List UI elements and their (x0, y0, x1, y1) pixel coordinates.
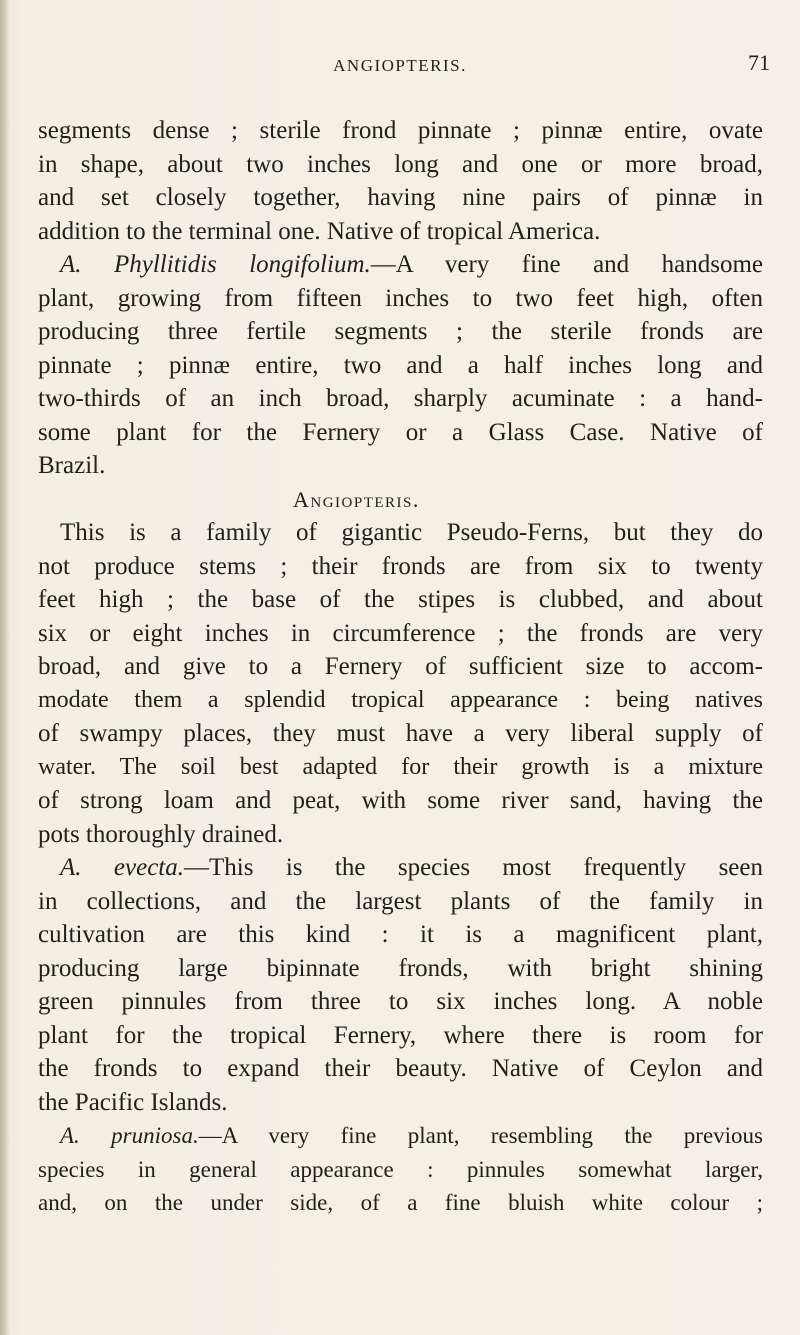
text-line: pinnate ; pinnæ entire, two and a half inches long and (38, 351, 763, 379)
species-entry-line (38, 248, 763, 282)
running-head: ANGIOPTERIS. (333, 56, 467, 75)
text-line: six or eight inches in circumference ; the fronds are very (38, 619, 763, 647)
text-line: plant, growing from fifteen inches to two feet high, often (38, 284, 763, 312)
text-line: cultivation are this kind : it is a magnificent plant, (38, 921, 763, 948)
text-line: broad, and give to a Fernery of sufficient size to accom- (38, 653, 763, 680)
text-line: modate them a splendid tropical appearance : being natives (38, 686, 763, 713)
entry-text: —A very fine plant, resembling the previous (198, 1123, 764, 1148)
genus-abbrev: A. (60, 1123, 80, 1148)
text-line: This is a family of gigantic Pseudo-Ferns, but they do (60, 519, 763, 546)
page-number: 71 (748, 50, 770, 75)
text-line: feet high ; the base of the stipes is clubbed, and about (38, 586, 763, 613)
text-line: pots thoroughly drained. (38, 820, 284, 848)
text-line: green pinnules from three to six inches long. A noble (38, 988, 763, 1015)
text-line: and, on the under side, of a fine bluish white colour ; (38, 1190, 763, 1215)
text-line: the Pacific Islands. (38, 1088, 228, 1116)
species-name: pruniosa. (111, 1123, 199, 1148)
text-line: and set closely together, having nine pairs of pinnæ in (38, 184, 763, 211)
text-line: Brazil. (38, 452, 106, 479)
text-line: of strong loam and peat, with some river sand, having the (38, 787, 763, 814)
body-text (38, 114, 763, 1220)
section-heading: Angiopteris. (293, 486, 420, 512)
text-line: not produce stems ; their fronds are from six to twenty (38, 552, 763, 580)
text-line: of swampy places, they must have a very liberal supply of (38, 720, 763, 747)
text-line: some plant for the Fernery or a Glass Case. Native of (38, 418, 763, 446)
entry-text: —This is the species most frequently seen (184, 854, 763, 881)
text-line: producing large bipinnate fronds, with bright shining (38, 954, 763, 982)
text-line: species in general appearance : pinnules somewhat larger, (38, 1156, 763, 1182)
entry-text: —A very fine and handsome (370, 251, 763, 278)
species-entry-line (38, 851, 763, 885)
text-line: water. The soil best adapted for their growth is a mixture (38, 753, 763, 780)
genus-abbrev: A. (60, 854, 82, 881)
genus-abbrev: A. (60, 251, 82, 278)
species-entry-line (38, 1119, 763, 1153)
text-line: in collections, and the largest plants of the family in (38, 887, 763, 915)
text-line: in shape, about two inches long and one or more broad, (38, 150, 763, 178)
text-line: two-thirds of an inch broad, sharply acuminate : a hand- (38, 385, 763, 412)
text-line: the fronds to expand their beauty. Native of Ceylon and (38, 1055, 763, 1082)
text-line: plant for the tropical Fernery, where there is room for (38, 1021, 763, 1049)
page-gutter-shadow (0, 0, 10, 1335)
species-name: Phyllitidis longifolium. (113, 251, 371, 278)
text-line: producing three fertile segments ; the sterile fronds are (38, 318, 763, 345)
text-line: segments dense ; sterile frond pinnate ; pinnæ entire, ovate (38, 117, 763, 144)
species-name: evecta. (113, 854, 185, 881)
text-line: addition to the terminal one. Native of tropical America. (38, 217, 601, 245)
